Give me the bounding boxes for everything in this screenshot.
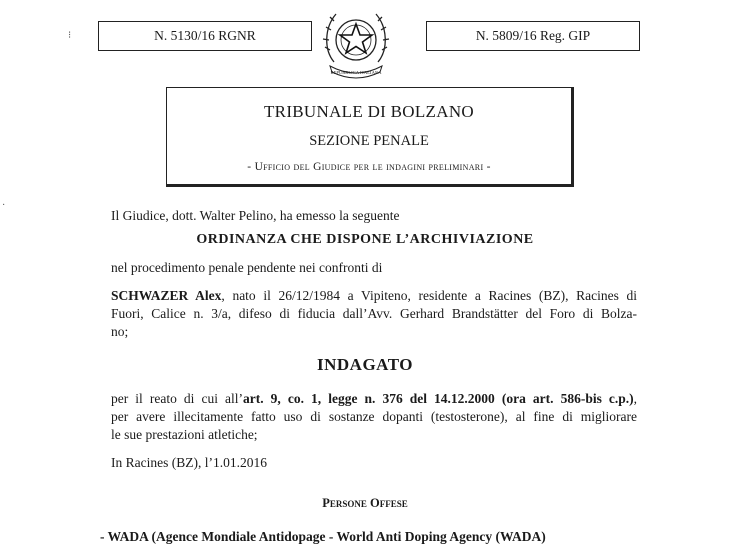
court-name: TRIBUNALE DI BOLZANO	[264, 102, 474, 121]
procedure-line: nel procedimento penale pendente nei confronti di	[111, 260, 383, 275]
defendant-line-1	[111, 287, 637, 305]
defendant-line-2: Fuori, Calice n. 3/a, difeso di fiducia dall’Avv. Gerhard Brandstätter del Foro di Bolza-	[111, 306, 637, 321]
rgnr-number: N. 5130/16 RGNR	[154, 28, 256, 43]
charge-article: art. 9, co. 1, legge n. 376 del 14.12.2000 (ora art. 586-bis c.p.)	[243, 391, 634, 406]
rgnr-number-box	[98, 21, 312, 51]
wada-line: - WADA (Agence Mondiale Antidopage - World Anti Doping Agency (WADA)	[100, 529, 546, 544]
decree-title: ORDINANZA CHE DISPONE L’ARCHIVIAZIONE	[196, 232, 534, 247]
charge-line-1	[111, 390, 637, 408]
italian-republic-emblem-icon	[316, 0, 396, 82]
place-date: In Racines (BZ), l’1.01.2016	[111, 455, 267, 470]
defendant-name: SCHWAZER Alex	[111, 288, 222, 303]
section-name: SEZIONE PENALE	[309, 133, 429, 149]
gip-number: N. 5809/16 Reg. GIP	[475, 28, 591, 43]
office-name: - Ufficio del Giudice per le indagini preliminari -	[247, 161, 491, 173]
court-header-box	[166, 87, 574, 187]
charge-suffix: ,	[633, 391, 638, 406]
indagato-title: INDAGATO	[317, 355, 413, 374]
margin-mark: ⁝	[68, 30, 72, 41]
injured-parties-title: Persone Offese	[322, 496, 408, 510]
charge-line-3: le sue prestazioni atletiche;	[111, 427, 258, 442]
charge-line-2: per avere illecitamente fatto uso di sostanze dopanti (testosterone), al fine di migliorare	[111, 409, 637, 424]
defendant-details: , nato il 26/12/1984 a Vipiteno, residente a Racines (BZ), Racines di	[221, 288, 637, 303]
gip-number-box	[426, 21, 640, 51]
intro-text: Il Giudice, dott. Walter Pelino, ha emesso la seguente	[111, 208, 400, 223]
margin-mark: ·	[2, 200, 6, 211]
svg-text:REPUBBLICA ITALIANA: REPUBBLICA ITALIANA	[330, 70, 382, 75]
charge-prefix: per il reato di cui all’	[111, 391, 243, 406]
defendant-line-3: no;	[111, 324, 129, 339]
